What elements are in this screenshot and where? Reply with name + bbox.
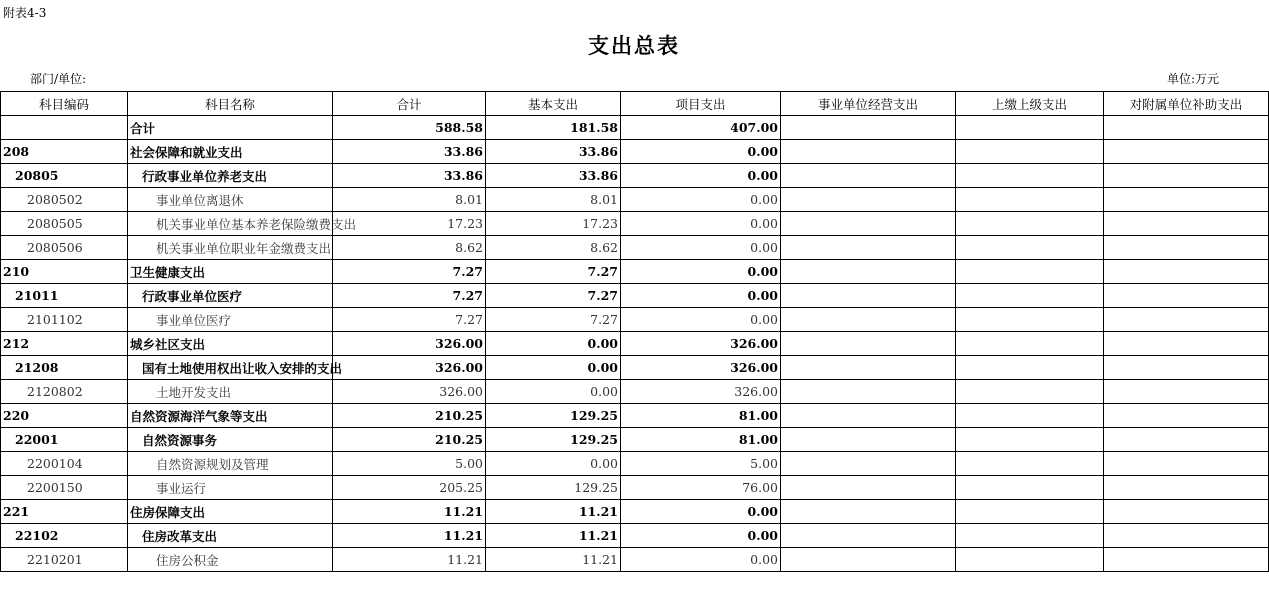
attachment-label: 附表4-3	[3, 6, 47, 20]
header-project-expenditure: 项目支出	[621, 92, 781, 116]
cell-project: 0.00	[621, 212, 781, 236]
cell-project: 0.00	[621, 164, 781, 188]
cell-subject-code: 22102	[1, 524, 128, 548]
cell-basic: 7.27	[486, 308, 621, 332]
header-subject-name: 科目名称	[128, 92, 333, 116]
cell-total: 17.23	[333, 212, 486, 236]
cell-basic: 0.00	[486, 332, 621, 356]
table-header-row	[1, 92, 1269, 116]
cell-project: 81.00	[621, 404, 781, 428]
cell-subsidy	[1104, 428, 1269, 452]
cell-total: 8.62	[333, 236, 486, 260]
table-row	[1, 260, 1269, 284]
cell-business	[781, 236, 956, 260]
cell-upper	[956, 380, 1104, 404]
header-business-expenditure: 事业单位经营支出	[781, 92, 956, 116]
cell-subject-code: 20805	[1, 164, 128, 188]
cell-business	[781, 332, 956, 356]
table-row	[1, 428, 1269, 452]
cell-upper	[956, 548, 1104, 572]
table-row	[1, 308, 1269, 332]
cell-total: 33.86	[333, 140, 486, 164]
expenditure-table	[0, 91, 1269, 572]
cell-subject-name: 事业单位医疗	[128, 308, 333, 332]
cell-business	[781, 260, 956, 284]
cell-subsidy	[1104, 140, 1269, 164]
table-body	[1, 116, 1269, 572]
cell-subsidy	[1104, 380, 1269, 404]
department-label: 部门/单位:	[30, 72, 87, 86]
cell-basic: 33.86	[486, 164, 621, 188]
cell-subject-name: 土地开发支出	[128, 380, 333, 404]
cell-basic: 11.21	[486, 524, 621, 548]
cell-basic: 17.23	[486, 212, 621, 236]
cell-project: 0.00	[621, 236, 781, 260]
table-row	[1, 164, 1269, 188]
cell-total: 326.00	[333, 332, 486, 356]
table-row	[1, 452, 1269, 476]
cell-basic: 0.00	[486, 452, 621, 476]
cell-subject-code	[1, 116, 128, 140]
cell-upper	[956, 476, 1104, 500]
cell-business	[781, 500, 956, 524]
table-row	[1, 188, 1269, 212]
table-row	[1, 476, 1269, 500]
cell-business	[781, 116, 956, 140]
cell-business	[781, 404, 956, 428]
cell-business	[781, 428, 956, 452]
cell-total: 11.21	[333, 548, 486, 572]
cell-business	[781, 212, 956, 236]
cell-subject-name: 住房公积金	[128, 548, 333, 572]
cell-subsidy	[1104, 164, 1269, 188]
cell-subsidy	[1104, 524, 1269, 548]
cell-business	[781, 524, 956, 548]
cell-business	[781, 380, 956, 404]
cell-upper	[956, 188, 1104, 212]
cell-subsidy	[1104, 308, 1269, 332]
cell-subject-name: 卫生健康支出	[128, 260, 333, 284]
table-row	[1, 212, 1269, 236]
cell-upper	[956, 260, 1104, 284]
cell-basic: 33.86	[486, 140, 621, 164]
page-title: 支出总表	[588, 34, 680, 58]
cell-total: 11.21	[333, 524, 486, 548]
cell-subject-code: 2080505	[1, 212, 128, 236]
cell-subject-name: 住房保障支出	[128, 500, 333, 524]
cell-subsidy	[1104, 212, 1269, 236]
header-basic-expenditure: 基本支出	[486, 92, 621, 116]
cell-business	[781, 452, 956, 476]
cell-project: 0.00	[621, 260, 781, 284]
cell-basic: 8.01	[486, 188, 621, 212]
cell-basic: 129.25	[486, 404, 621, 428]
cell-project: 0.00	[621, 524, 781, 548]
cell-basic: 11.21	[486, 548, 621, 572]
cell-subsidy	[1104, 116, 1269, 140]
table-row	[1, 356, 1269, 380]
cell-subsidy	[1104, 476, 1269, 500]
cell-project: 0.00	[621, 308, 781, 332]
table-row	[1, 116, 1269, 140]
cell-business	[781, 548, 956, 572]
table-row	[1, 236, 1269, 260]
table-row	[1, 500, 1269, 524]
cell-subject-name: 自然资源海洋气象等支出	[128, 404, 333, 428]
cell-basic: 181.58	[486, 116, 621, 140]
cell-business	[781, 164, 956, 188]
cell-subsidy	[1104, 236, 1269, 260]
header-subject-code: 科目编码	[1, 92, 128, 116]
cell-basic: 7.27	[486, 260, 621, 284]
cell-total: 8.01	[333, 188, 486, 212]
cell-total: 588.58	[333, 116, 486, 140]
cell-basic: 0.00	[486, 356, 621, 380]
cell-subject-code: 2080502	[1, 188, 128, 212]
cell-business	[781, 140, 956, 164]
cell-business	[781, 356, 956, 380]
cell-subsidy	[1104, 404, 1269, 428]
cell-upper	[956, 404, 1104, 428]
cell-total: 210.25	[333, 428, 486, 452]
cell-subject-name: 机关事业单位职业年金缴费支出	[128, 236, 333, 260]
table-row	[1, 404, 1269, 428]
cell-subsidy	[1104, 332, 1269, 356]
cell-upper	[956, 356, 1104, 380]
cell-subject-code: 2200150	[1, 476, 128, 500]
cell-subsidy	[1104, 452, 1269, 476]
cell-basic: 129.25	[486, 428, 621, 452]
cell-subject-name: 国有土地使用权出让收入安排的支出	[128, 356, 333, 380]
cell-upper	[956, 332, 1104, 356]
cell-upper	[956, 428, 1104, 452]
cell-upper	[956, 308, 1104, 332]
cell-subject-name: 自然资源事务	[128, 428, 333, 452]
cell-subsidy	[1104, 500, 1269, 524]
cell-subject-name: 行政事业单位医疗	[128, 284, 333, 308]
cell-subject-code: 2080506	[1, 236, 128, 260]
cell-upper	[956, 284, 1104, 308]
cell-subject-code: 2200104	[1, 452, 128, 476]
table-row	[1, 380, 1269, 404]
cell-business	[781, 284, 956, 308]
cell-project: 76.00	[621, 476, 781, 500]
cell-subject-code: 2120802	[1, 380, 128, 404]
cell-subject-name: 住房改革支出	[128, 524, 333, 548]
cell-subject-code: 22001	[1, 428, 128, 452]
cell-project: 5.00	[621, 452, 781, 476]
cell-basic: 129.25	[486, 476, 621, 500]
cell-upper	[956, 500, 1104, 524]
cell-subject-code: 212	[1, 332, 128, 356]
table-row	[1, 548, 1269, 572]
cell-business	[781, 308, 956, 332]
cell-subject-name: 合计	[128, 116, 333, 140]
cell-total: 11.21	[333, 500, 486, 524]
cell-upper	[956, 164, 1104, 188]
cell-basic: 8.62	[486, 236, 621, 260]
cell-upper	[956, 452, 1104, 476]
cell-total: 210.25	[333, 404, 486, 428]
cell-upper	[956, 116, 1104, 140]
header-subsidiary-subsidy: 对附属单位补助支出	[1104, 92, 1269, 116]
cell-project: 326.00	[621, 332, 781, 356]
cell-subject-code: 2101102	[1, 308, 128, 332]
cell-basic: 0.00	[486, 380, 621, 404]
cell-subject-name: 事业运行	[128, 476, 333, 500]
cell-subject-code: 21011	[1, 284, 128, 308]
header-upper-remittance: 上缴上级支出	[956, 92, 1104, 116]
cell-project: 0.00	[621, 548, 781, 572]
cell-business	[781, 188, 956, 212]
cell-subsidy	[1104, 548, 1269, 572]
cell-subject-code: 21208	[1, 356, 128, 380]
cell-upper	[956, 236, 1104, 260]
cell-total: 205.25	[333, 476, 486, 500]
cell-subject-name: 事业单位离退休	[128, 188, 333, 212]
cell-total: 33.86	[333, 164, 486, 188]
table-row	[1, 524, 1269, 548]
cell-project: 0.00	[621, 188, 781, 212]
cell-project: 326.00	[621, 356, 781, 380]
table-row	[1, 284, 1269, 308]
cell-subject-name: 城乡社区支出	[128, 332, 333, 356]
cell-basic: 7.27	[486, 284, 621, 308]
cell-project: 326.00	[621, 380, 781, 404]
cell-upper	[956, 524, 1104, 548]
cell-subject-name: 机关事业单位基本养老保险缴费支出	[128, 212, 333, 236]
cell-subject-name: 自然资源规划及管理	[128, 452, 333, 476]
cell-total: 326.00	[333, 380, 486, 404]
cell-total: 7.27	[333, 284, 486, 308]
cell-total: 7.27	[333, 308, 486, 332]
cell-subject-code: 210	[1, 260, 128, 284]
cell-business	[781, 476, 956, 500]
cell-project: 0.00	[621, 140, 781, 164]
cell-project: 407.00	[621, 116, 781, 140]
cell-subject-name: 行政事业单位养老支出	[128, 164, 333, 188]
cell-subject-name: 社会保障和就业支出	[128, 140, 333, 164]
cell-basic: 11.21	[486, 500, 621, 524]
cell-subject-code: 221	[1, 500, 128, 524]
cell-upper	[956, 212, 1104, 236]
cell-subject-code: 220	[1, 404, 128, 428]
cell-project: 0.00	[621, 500, 781, 524]
cell-project: 0.00	[621, 284, 781, 308]
cell-subject-code: 208	[1, 140, 128, 164]
table-row	[1, 140, 1269, 164]
unit-label: 单位:万元	[1166, 72, 1219, 86]
cell-subject-code: 2210201	[1, 548, 128, 572]
cell-total: 326.00	[333, 356, 486, 380]
cell-upper	[956, 140, 1104, 164]
cell-subsidy	[1104, 356, 1269, 380]
table-row	[1, 332, 1269, 356]
header-total: 合计	[333, 92, 486, 116]
cell-subsidy	[1104, 260, 1269, 284]
cell-project: 81.00	[621, 428, 781, 452]
cell-subsidy	[1104, 284, 1269, 308]
cell-total: 7.27	[333, 260, 486, 284]
cell-total: 5.00	[333, 452, 486, 476]
cell-subsidy	[1104, 188, 1269, 212]
